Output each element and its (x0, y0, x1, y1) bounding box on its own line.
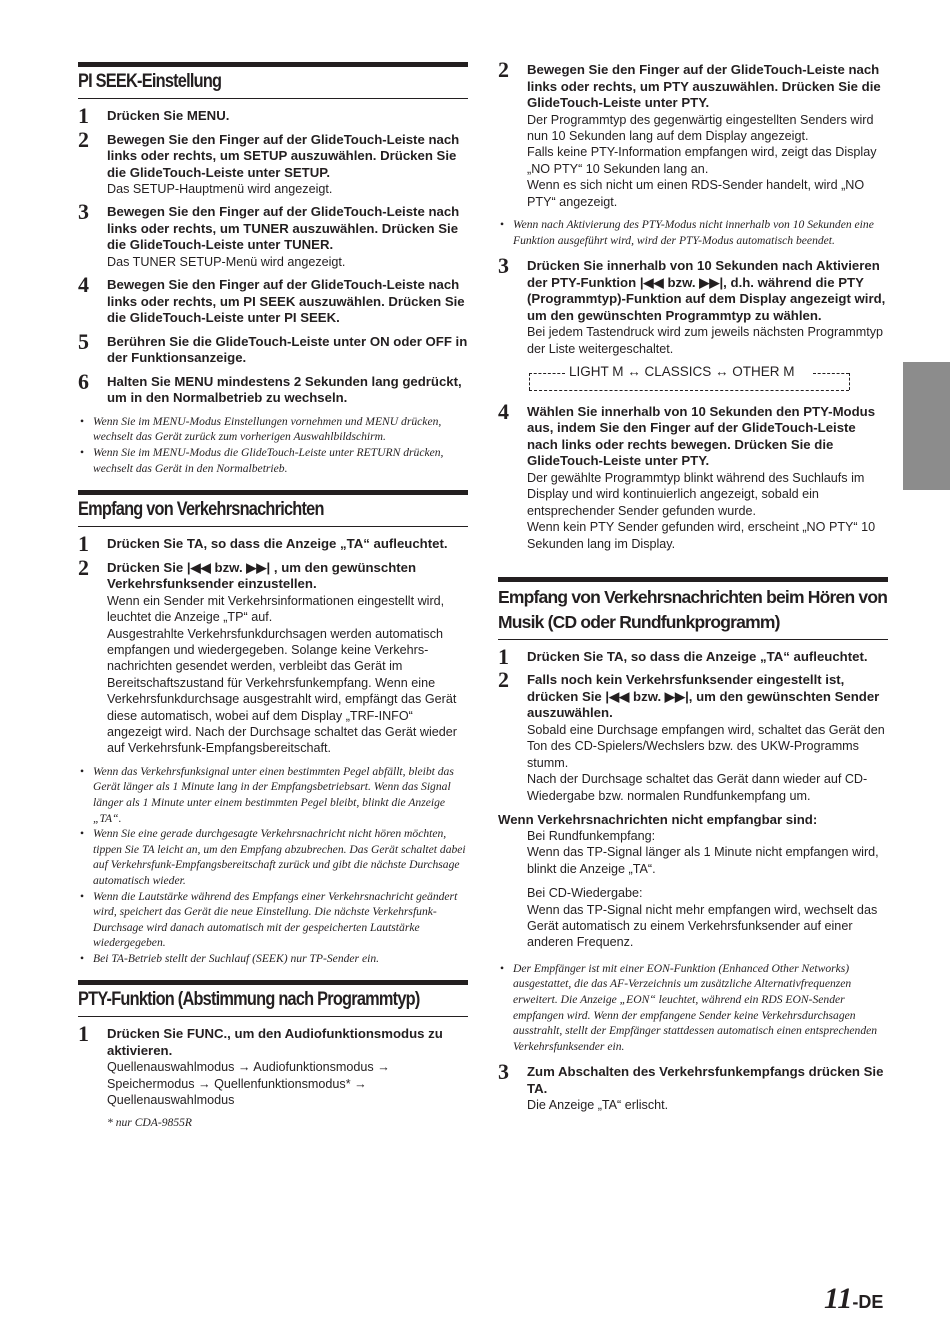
step-description (107, 181, 468, 197)
section-header-traffic (78, 490, 468, 527)
step-instruction: Halten Sie MENU mindestens 2 Sekunden lang gedrückt, um in den Normalbetrieb zu wechseln. (107, 373, 462, 406)
step-2 (78, 554, 468, 757)
section-title: PI SEEK-Einstellung (78, 71, 222, 92)
step-instruction: Bewegen Sie den Finger auf der GlideTouch-Leiste nach links oder rechts, um SETUP auszuwählen. Drücken Sie die GlideTouch-Leiste unter SETUP. (107, 131, 460, 180)
step-description-line: Das TUNER SETUP-Menü wird angezeigt. (107, 254, 346, 269)
step-description (527, 324, 888, 357)
step-instruction: Drücken Sie |◀◀ bzw. ▶▶| , um den gewünschten Verkehrsfunksender einzustellen. (107, 559, 417, 592)
step-number: 5 (78, 328, 89, 354)
step-instruction: Drücken Sie innerhalb von 10 Sekunden nach Aktivieren der PTY-Funktion |◀◀ bzw. ▶▶|, d.h. während die PTY (Programmtyp)-Funktion auf dem Display angezeigt wird, um den gewünschten Programmtyp zu wählen. (527, 258, 886, 323)
note-item: • Bei TA-Betrieb stellt der Suchlauf (SEEK) nur TP-Sender ein. (78, 951, 468, 967)
section-title: Empfang von Verkehrsnachrichten (78, 499, 324, 521)
step-instruction: Berühren Sie die GlideTouch-Leiste unter ON oder OFF in der Funktionsanzeige. (107, 333, 468, 366)
step-number: 3 (498, 253, 509, 279)
pty-step-3 (498, 253, 888, 357)
step-instruction: Falls noch kein Verkehrsfunksender eingestellt ist, drücken Sie |◀◀ bzw. ▶▶|, um den gewünschten Sender auszuwählen. (527, 672, 880, 721)
step-3 (78, 199, 468, 270)
step-description-line: Ausgestrahlte Verkehrsfunkdurchsagen werden automatisch empfangen und wiedergegeben. Solange keine Verkehrs-nachrichten gesendet werden, verbleibt das Gerät im Bereitschaftszustand für Verkehrsfunkempfang. Wenn eine Verkehrsfunkdurchsage ausgestrahlt wird, empfängt das Gerät diese automatisch, wobei auf dem Display „TRF-INFO“ angezeigt wird. Nach der Durchsage schaltet das Gerät wieder auf Verkehrsfunk-Empfangsbereitschaft. (107, 626, 458, 756)
step-description-line: Falls keine PTY-Information empfangen wird, zeigt das Display „NO PTY“ 10 Sekunden lang an. (527, 145, 877, 176)
step-4 (498, 398, 888, 552)
step-1 (498, 643, 888, 669)
traffic-music-steps (498, 643, 888, 804)
pty-cycle-text: LIGHT M ↔ CLASSICS ↔ OTHER M (569, 363, 795, 379)
step-instruction: Drücken Sie MENU. (107, 108, 230, 123)
right-column (498, 57, 888, 1121)
step-2 (498, 57, 888, 210)
step-number: 2 (498, 57, 509, 82)
reception-case (498, 828, 888, 877)
reception-cases (498, 828, 888, 951)
step-number: 1 (78, 1021, 89, 1047)
section-tab-marker (903, 362, 950, 490)
pty-cycle-diagram (527, 364, 857, 398)
step-description-line: Das SETUP-Hauptmenü wird angezeigt. (107, 182, 333, 196)
step-number: 3 (498, 1059, 509, 1085)
step-description-line: Quellenauswahlmodus → Audiofunktionsmodus → Speichermodus → Quellenfunktionsmodus* → Quellenauswahlmodus (107, 1060, 390, 1108)
step-instruction: Drücken Sie FUNC., um den Audiofunktionsmodus zu aktivieren. (107, 1026, 443, 1058)
pty-steps (78, 1021, 468, 1108)
step-2 (78, 126, 468, 198)
note-item: • Wenn Sie eine gerade durchgesagte Verkehrsnachricht nicht hören möchten, tippen Sie TA leicht an, um den Empfang abzubrechen. Das Gerät schaltet dabei auf Verkehrsfunk-Empfangsbereitschaft zurück und gibt die nächste Durchsage automatisch wieder. (78, 826, 468, 888)
step-instruction: Bewegen Sie den Finger auf der GlideTouch-Leiste nach links oder rechts, um PTY auszuwählen. Drücken Sie die GlideTouch-Leiste unter PTY. (527, 62, 881, 110)
section-header-pi-seek (78, 62, 468, 99)
section-title: PTY-Funktion (Abstimmung nach Programmtyp) (78, 989, 420, 1011)
step-description (107, 1059, 468, 1108)
page-language-code: -DE (852, 1292, 884, 1312)
pty-notes (498, 217, 888, 248)
step-1 (78, 103, 468, 128)
left-column (78, 62, 468, 1129)
step-number: 4 (78, 272, 89, 298)
step-number: 2 (498, 667, 509, 693)
step-description-line: Bei jedem Tastendruck wird zum jeweils nächsten Programmtyp der Liste weitergeschaltet. (527, 325, 884, 356)
section-header-pty (78, 980, 468, 1017)
step-1 (78, 1021, 468, 1108)
step-number: 1 (498, 643, 509, 669)
step-number: 2 (78, 126, 89, 152)
step-4 (78, 272, 468, 327)
case-text: Wenn das TP-Signal nicht mehr empfangen wird, wechselt das Gerät automatisch zu einem Verkehrsfunksender auf einer anderen Frequenz. (527, 902, 878, 950)
step-number: 2 (78, 554, 89, 580)
section-header-traffic-music (498, 577, 888, 640)
step-description (527, 722, 888, 804)
step-6 (78, 368, 468, 407)
eon-notes (498, 961, 888, 1055)
subheading-no-traffic: Wenn Verkehrsnachrichten nicht empfangbar sind: (498, 812, 818, 827)
step-2 (498, 667, 888, 804)
step-description-line: Nach der Durchsage schaltet das Gerät dann wieder auf CD-Wiedergabe bzw. normalen Rundfunkempfang um. (527, 772, 868, 803)
step-description-line: Sobald eine Durchsage empfangen wird, schaltet das Gerät den Ton des CD-Spielers/Wechslers bzw. des UKW-Programms stumm. (527, 722, 885, 770)
case-text: Wenn das TP-Signal länger als 1 Minute nicht empfangen wird, blinkt die Anzeige „TA“. (527, 845, 879, 876)
traffic-steps (78, 531, 468, 757)
pi-seek-notes (78, 414, 468, 476)
step-1 (78, 531, 468, 557)
footnote: * nur CDA-9855R (107, 1115, 193, 1129)
pi-seek-steps (78, 103, 468, 407)
step-number: 4 (498, 398, 509, 424)
page-number (824, 1282, 883, 1316)
note-item: • Wenn die Lautstärke während des Empfangs einer Verkehrsnachricht geändert wird, speichert das Gerät die neue Einstellung. Die nächste Verkehrsfunk-Durchsage wird danach automatisch mit der gespeicherten Lautstärke wiedergegeben. (78, 889, 468, 951)
page-number-value: 11 (824, 1282, 853, 1315)
step-description-line: Die Anzeige „TA“ erlischt. (527, 1098, 669, 1113)
step-3 (498, 1059, 888, 1113)
step-instruction: Wählen Sie innerhalb von 10 Sekunden den PTY-Modus aus, indem Sie den Finger auf der GlideTouch-Leiste nach links oder rechts bewegen. Drücken Sie die GlideTouch-Leiste unter PTY. (527, 403, 876, 469)
step-number: 1 (78, 531, 89, 557)
case-label: Bei CD-Wiedergabe: (527, 886, 643, 901)
case-label: Bei Rundfunkempfang: (527, 829, 656, 843)
step-description-line: Wenn es sich nicht um einen RDS-Sender handelt, wird „NO PTY“ angezeigt. (527, 178, 865, 209)
section-title: Empfang von Verkehrsnachrichten beim Hören von Musik (CD oder Rundfunkprogramm) (498, 586, 888, 632)
note-item: • Wenn nach Aktivierung des PTY-Modus nicht innerhalb von 10 Sekunden eine Funktion ausgeführt wird, wird der PTY-Modus automatisch beendet. (498, 217, 888, 248)
step-description (527, 1097, 888, 1113)
step-instruction: Drücken Sie TA, so dass die Anzeige „TA“ aufleuchtet. (107, 536, 448, 552)
step-5 (78, 328, 468, 367)
note-item: • Wenn das Verkehrsfunksignal unter einen bestimmten Pegel abfällt, bleibt das Gerät länger als 1 Minute lang in der Empfangsbetriebsart. Wenn das Signal länger als 1 Minute unter einem bestimmten Pegel bleibt, blinkt die Anzeige „TA“. (78, 764, 468, 826)
step-instruction: Bewegen Sie den Finger auf der GlideTouch-Leiste nach links oder rechts, um PI SEEK auszuwählen. Drücken Sie die GlideTouch-Leiste unter PI SEEK. (107, 277, 465, 326)
step-instruction: Bewegen Sie den Finger auf der GlideTouch-Leiste nach links oder rechts, um TUNER auszuwählen. Drücken Sie die GlideTouch-Leiste unter TUNER. (107, 204, 460, 253)
step-number: 6 (78, 368, 89, 394)
step-instruction: Drücken Sie TA, so dass die Anzeige „TA“ aufleuchtet. (527, 648, 868, 664)
step-instruction: Zum Abschalten des Verkehrsfunkempfangs drücken Sie TA. (527, 1064, 884, 1096)
step-description (527, 470, 888, 552)
note-item: • Der Empfänger ist mit einer EON-Funktion (Enhanced Other Networks) ausgestattet, die das AF-Verzeichnis um zusätzliche Alternativfrequenzen erweitert. Die Anzeige „EON“ leuchtet, während ein RDS EON-Sender empfangen wird. Wenn der empfangene Sender keine Verkehrsdurchsagen ausstrahlt, stellt der Empfänger stattdessen automatisch einen entsprechenden Verkehrsfunksender ein. (498, 961, 888, 1055)
reception-case (498, 885, 888, 951)
step-number: 3 (78, 199, 89, 225)
step-description (527, 112, 888, 210)
traffic-music-step-3 (498, 1059, 888, 1113)
step-description-line: Wenn kein PTY Sender gefunden wird, erscheint „NO PTY“ 10 Sekunden lang im Display. (527, 520, 876, 551)
pty-step-4 (498, 398, 888, 552)
note-item: • Wenn Sie im MENU-Modus Einstellungen vornehmen und MENU drücken, wechselt das Gerät zurück zum vorherigen Auswahlbildschirm. (78, 414, 468, 445)
traffic-notes (78, 764, 468, 967)
step-description-line: Wenn ein Sender mit Verkehrsinformationen eingestellt wird, leuchtet die Anzeige „TP“ auf. (107, 593, 445, 625)
step-description (107, 254, 468, 270)
step-description-line: Der Programmtyp des gegenwärtig eingestellten Senders wird nun 10 Sekunden lang auf dem Display angezeigt. (527, 112, 874, 143)
pty-steps-continued (498, 57, 888, 210)
note-item: • Wenn Sie im MENU-Modus die GlideTouch-Leiste unter RETURN drücken, wechselt das Gerät in den Normalbetrieb. (78, 445, 468, 476)
step-description (107, 593, 468, 757)
step-description-line: Der gewählte Programmtyp blinkt während des Suchlaufs im Display und wird kontinuierlich angezeigt, sobald ein entsprechender Sender gefunden wurde. (527, 470, 865, 518)
step-number: 1 (78, 103, 89, 128)
step-3 (498, 253, 888, 357)
